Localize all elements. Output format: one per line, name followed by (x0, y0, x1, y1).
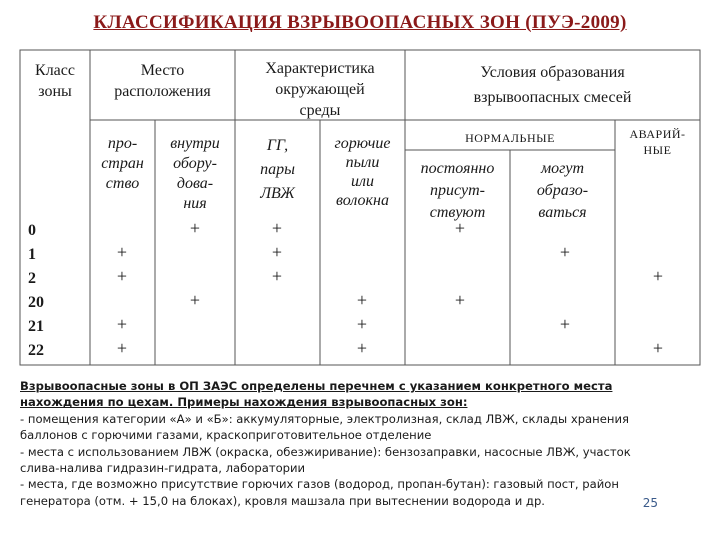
mark-1-mogut: + (559, 242, 571, 262)
mark-22-prostranstvo: + (116, 338, 128, 358)
subheader-prostranstvo: про- стран ство (101, 135, 144, 192)
mark-20-pyli: + (356, 290, 368, 310)
note-bold-line: нахождения по цехам. Примеры нахождения взрывоопасных зон: (20, 395, 468, 410)
note-line: баллонов с горючими газами, краскоприготовительное отделение (20, 428, 432, 443)
subheader-postoyanno: постоянно присут- ствуют (420, 160, 495, 221)
subheader-avariynye: АВАРИЙ- НЫЕ (629, 127, 686, 157)
note-bold-line: Взрывоопасные зоны в ОП ЗАЭС определены перечнем с указанием конкретного места (20, 379, 613, 393)
header-usloviya: Условия образования взрывоопасных смесей (473, 64, 632, 106)
note-line: - места, где возможно присутствие горючих газов (водород, пропан-бутан): газовый пост, район (20, 477, 619, 492)
mark-1-gg: + (271, 242, 283, 262)
subheader-normalnye: НОРМАЛЬНЫЕ (465, 131, 555, 145)
mark-20-vnutri: + (189, 290, 201, 310)
subheader-vnutri: внутри обору- дова- ния (170, 135, 220, 212)
header-mesto: Место расположения (114, 62, 211, 100)
mark-0-postoyanno: + (454, 218, 466, 238)
note-line: - помещения категории «А» и «Б»: аккумуляторные, электролизная, склад ЛВЖ, склады хранения (20, 411, 629, 426)
header-harakteristika: Характеристика окружающей среды (265, 60, 375, 119)
page-title: КЛАССИФИКАЦИЯ ВЗРЫВООПАСНЫХ ЗОН (ПУЭ-2009) (93, 12, 627, 33)
row-klass-1: 1 (28, 246, 36, 263)
mark-21-prostranstvo: + (116, 314, 128, 334)
mark-2-avariynye: + (652, 266, 664, 286)
mark-20-postoyanno: + (454, 290, 466, 310)
page-number: 25 (642, 496, 658, 510)
mark-2-prostranstvo: + (116, 266, 128, 286)
subheader-mogut: могут образо- ваться (536, 160, 589, 221)
row-klass-21: 21 (28, 318, 44, 335)
row-klass-22: 22 (28, 342, 44, 359)
mark-22-pyli: + (356, 338, 368, 358)
subheader-gg: ГГ, пары ЛВЖ (260, 137, 295, 202)
row-klass-2: 2 (28, 270, 36, 287)
mark-2-gg: + (271, 266, 283, 286)
row-klass-0: 0 (28, 222, 36, 239)
mark-1-prostranstvo: + (116, 242, 128, 262)
mark-21-mogut: + (559, 314, 571, 334)
note-block (20, 378, 700, 509)
mark-21-pyli: + (356, 314, 368, 334)
subheader-pyli: горючие пыли или волокна (334, 135, 391, 209)
row-klass-20: 20 (28, 294, 44, 311)
header-klass: Класс зоны (35, 62, 75, 100)
note-line: генератора (отм. + 15,0 на блоках), кровля машзала при вытеснении водорода и др. (20, 493, 545, 508)
mark-0-gg: + (271, 218, 283, 238)
mark-22-avariynye: + (652, 338, 664, 358)
mark-0-vnutri: + (189, 218, 201, 238)
note-line: - места с использованием ЛВЖ (окраска, обезжиривание): бензозаправки, насосные ЛВЖ, участок (20, 444, 631, 459)
note-line: слива-налива гидразин-гидрата, лаборатории (20, 461, 306, 476)
